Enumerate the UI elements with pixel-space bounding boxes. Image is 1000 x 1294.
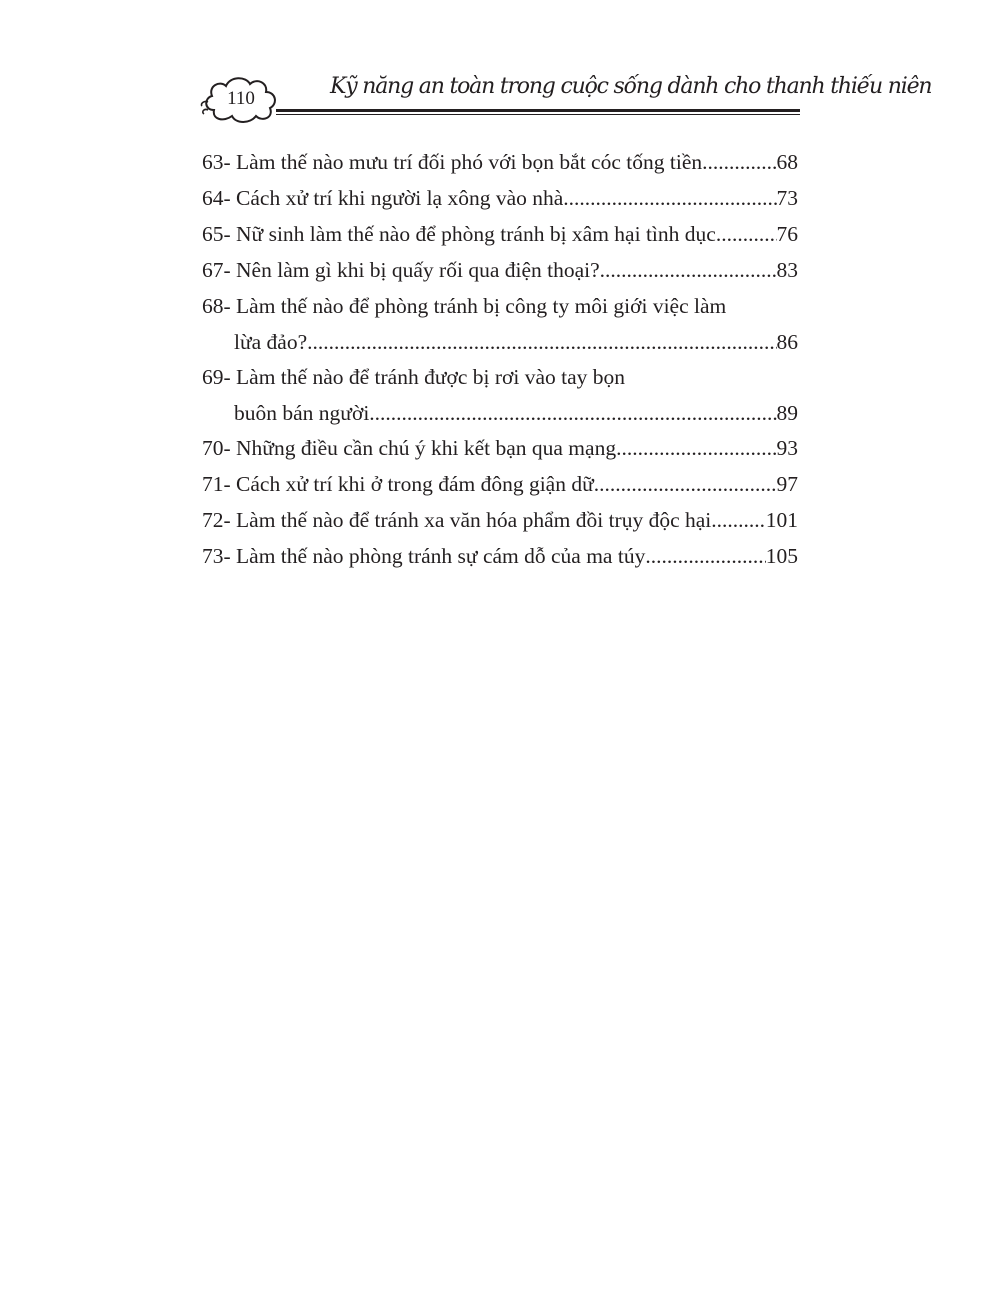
toc-entry-title-continued: lừa đảo? (234, 330, 308, 354)
toc-entry-page: 101 (765, 508, 798, 532)
toc-leader-dots (711, 503, 765, 538)
toc-entry (202, 467, 798, 503)
toc-entry-page: 73 (776, 186, 798, 210)
toc-entry (202, 503, 798, 539)
toc-entry-page: 97 (776, 472, 798, 496)
toc-entry (202, 217, 798, 253)
toc-entry-title: 70- Những điều cần chú ý khi kết bạn qua mạng (202, 436, 617, 460)
toc-leader-dots (369, 396, 776, 431)
toc-leader-dots (594, 467, 777, 502)
toc-entry (202, 289, 798, 360)
toc-entry (202, 360, 798, 431)
toc-entry (202, 253, 798, 289)
toc-entry-page: 105 (765, 544, 798, 568)
toc-entry-title: 67- Nên làm gì khi bị quấy rối qua điện thoại? (202, 258, 600, 282)
toc-leader-dots (616, 431, 776, 466)
toc-leader-dots (600, 253, 777, 288)
toc-leader-dots (645, 539, 765, 574)
toc-entry-title: 68- Làm thế nào để phòng tránh bị công ty môi giới việc làm (202, 294, 727, 318)
toc-entry-page: 68 (776, 150, 798, 174)
toc-entry-page: 83 (776, 258, 798, 282)
toc-leader-dots (702, 145, 776, 180)
toc-entry-title-continued: buôn bán người (234, 401, 370, 425)
page-header (0, 0, 1000, 130)
toc-leader-dots (563, 181, 776, 216)
toc-entry-title: 65- Nữ sinh làm thế nào để phòng tránh bị xâm hại tình dục (202, 222, 716, 246)
toc-entry-title: 72- Làm thế nào để tránh xa văn hóa phẩm đồi trụy độc hại (202, 508, 712, 532)
toc-entry (202, 539, 798, 575)
toc-entry (202, 145, 798, 181)
toc-entry (202, 181, 798, 217)
header-rule-thin (276, 114, 800, 115)
running-title: Kỹ năng an toàn trong cuộc sống dành cho thanh thiếu niên (330, 74, 932, 99)
toc-entry (202, 431, 798, 467)
toc-entry-title: 64- Cách xử trí khi người lạ xông vào nhà (202, 186, 564, 210)
cloud-page-badge (200, 70, 282, 126)
header-rule-thick (276, 109, 800, 112)
toc-entry-page: 86 (776, 330, 798, 354)
toc-entry-title: 69- Làm thế nào để tránh được bị rơi vào tay bọn (202, 365, 626, 389)
page-number: 110 (227, 88, 255, 109)
toc-entry-title: 73- Làm thế nào phòng tránh sự cám dỗ của ma túy (202, 544, 646, 568)
toc-entry-page: 76 (776, 222, 798, 246)
toc-entry-page: 93 (776, 436, 798, 460)
toc-entry-page: 89 (776, 401, 798, 425)
toc-leader-dots (716, 217, 777, 252)
toc-leader-dots (307, 325, 776, 360)
table-of-contents (202, 145, 798, 575)
toc-entry-title: 63- Làm thế nào mưu trí đối phó với bọn bắt cóc tống tiền (202, 150, 703, 174)
toc-entry-title: 71- Cách xử trí khi ở trong đám đông giận dữ (202, 472, 594, 496)
